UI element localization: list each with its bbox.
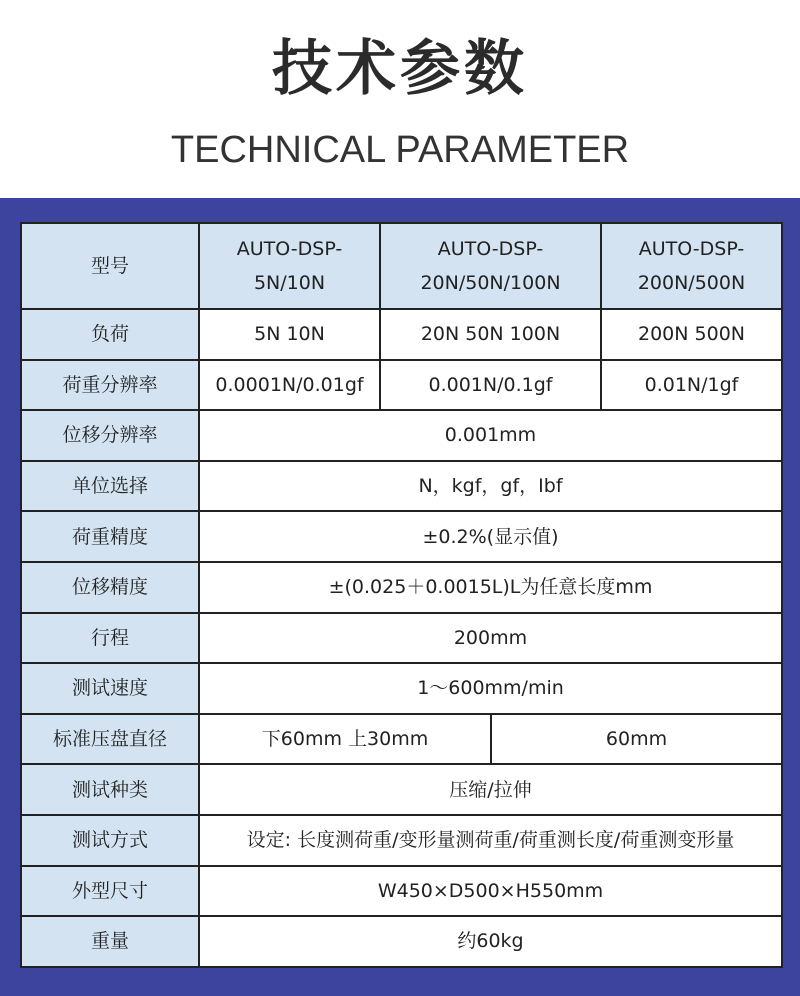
- row-label: 负荷: [21, 309, 199, 360]
- table-cell: 60mm: [491, 714, 782, 765]
- row-label: 位移分辨率: [21, 410, 199, 461]
- table-row: [21, 866, 782, 917]
- row-label: 重量: [21, 916, 199, 967]
- model-cell: AUTO-DSP- 200N/500N: [601, 223, 782, 309]
- page-title: 技术参数: [272, 34, 528, 104]
- table-cell: 200N 500N: [601, 309, 782, 360]
- row-label: 荷重精度: [21, 511, 199, 562]
- model-cell: AUTO-DSP- 5N/10N: [199, 223, 380, 309]
- table-cell: W450×D500×H550mm: [199, 866, 782, 917]
- parameter-table: [20, 222, 783, 968]
- table-cell: ±0.2%(显示值): [199, 511, 782, 562]
- table-cell: 20N 50N 100N: [380, 309, 601, 360]
- row-label: 测试种类: [21, 764, 199, 815]
- table-row: [21, 714, 782, 765]
- table-cell: 0.0001N/0.01gf: [199, 360, 380, 411]
- table-row: [21, 663, 782, 714]
- table-row: [21, 613, 782, 664]
- row-label: 测试速度: [21, 663, 199, 714]
- table-cell: 0.001N/0.1gf: [380, 360, 601, 411]
- table-row: [21, 360, 782, 411]
- page-subtitle: TECHNICAL PARAMETER: [170, 129, 630, 171]
- table-row: [21, 309, 782, 360]
- table-cell: 0.001mm: [199, 410, 782, 461]
- row-label: 外型尺寸: [21, 866, 199, 917]
- table-cell: 设定: 长度测荷重/变形量测荷重/荷重测长度/荷重测变形量: [199, 815, 782, 866]
- table-cell: N，kgf，gf，Ibf: [199, 461, 782, 512]
- row-label: 测试方式: [21, 815, 199, 866]
- row-label: 行程: [21, 613, 199, 664]
- table-cell: ±(0.025＋0.0015L)L为任意长度mm: [199, 562, 782, 613]
- row-label: 荷重分辨率: [21, 360, 199, 411]
- model-cell: AUTO-DSP- 20N/50N/100N: [380, 223, 601, 309]
- table-cell: 5N 10N: [199, 309, 380, 360]
- table-row: [21, 461, 782, 512]
- row-label: 型号: [21, 223, 199, 309]
- table-cell: 200mm: [199, 613, 782, 664]
- table-row: [21, 410, 782, 461]
- row-label: 位移精度: [21, 562, 199, 613]
- table-cell: 0.01N/1gf: [601, 360, 782, 411]
- table-cell: 1～600mm/min: [199, 663, 782, 714]
- table-row: [21, 916, 782, 967]
- row-label: 单位选择: [21, 461, 199, 512]
- row-label: 标准压盘直径: [21, 714, 199, 765]
- page-header: [0, 0, 800, 198]
- table-header-row: [21, 223, 782, 309]
- table-row: [21, 815, 782, 866]
- table-cell: 约60kg: [199, 916, 782, 967]
- table-row: [21, 562, 782, 613]
- table-cell: 下60mm 上30mm: [199, 714, 491, 765]
- table-row: [21, 511, 782, 562]
- table-row: [21, 764, 782, 815]
- table-cell: 压缩/拉伸: [199, 764, 782, 815]
